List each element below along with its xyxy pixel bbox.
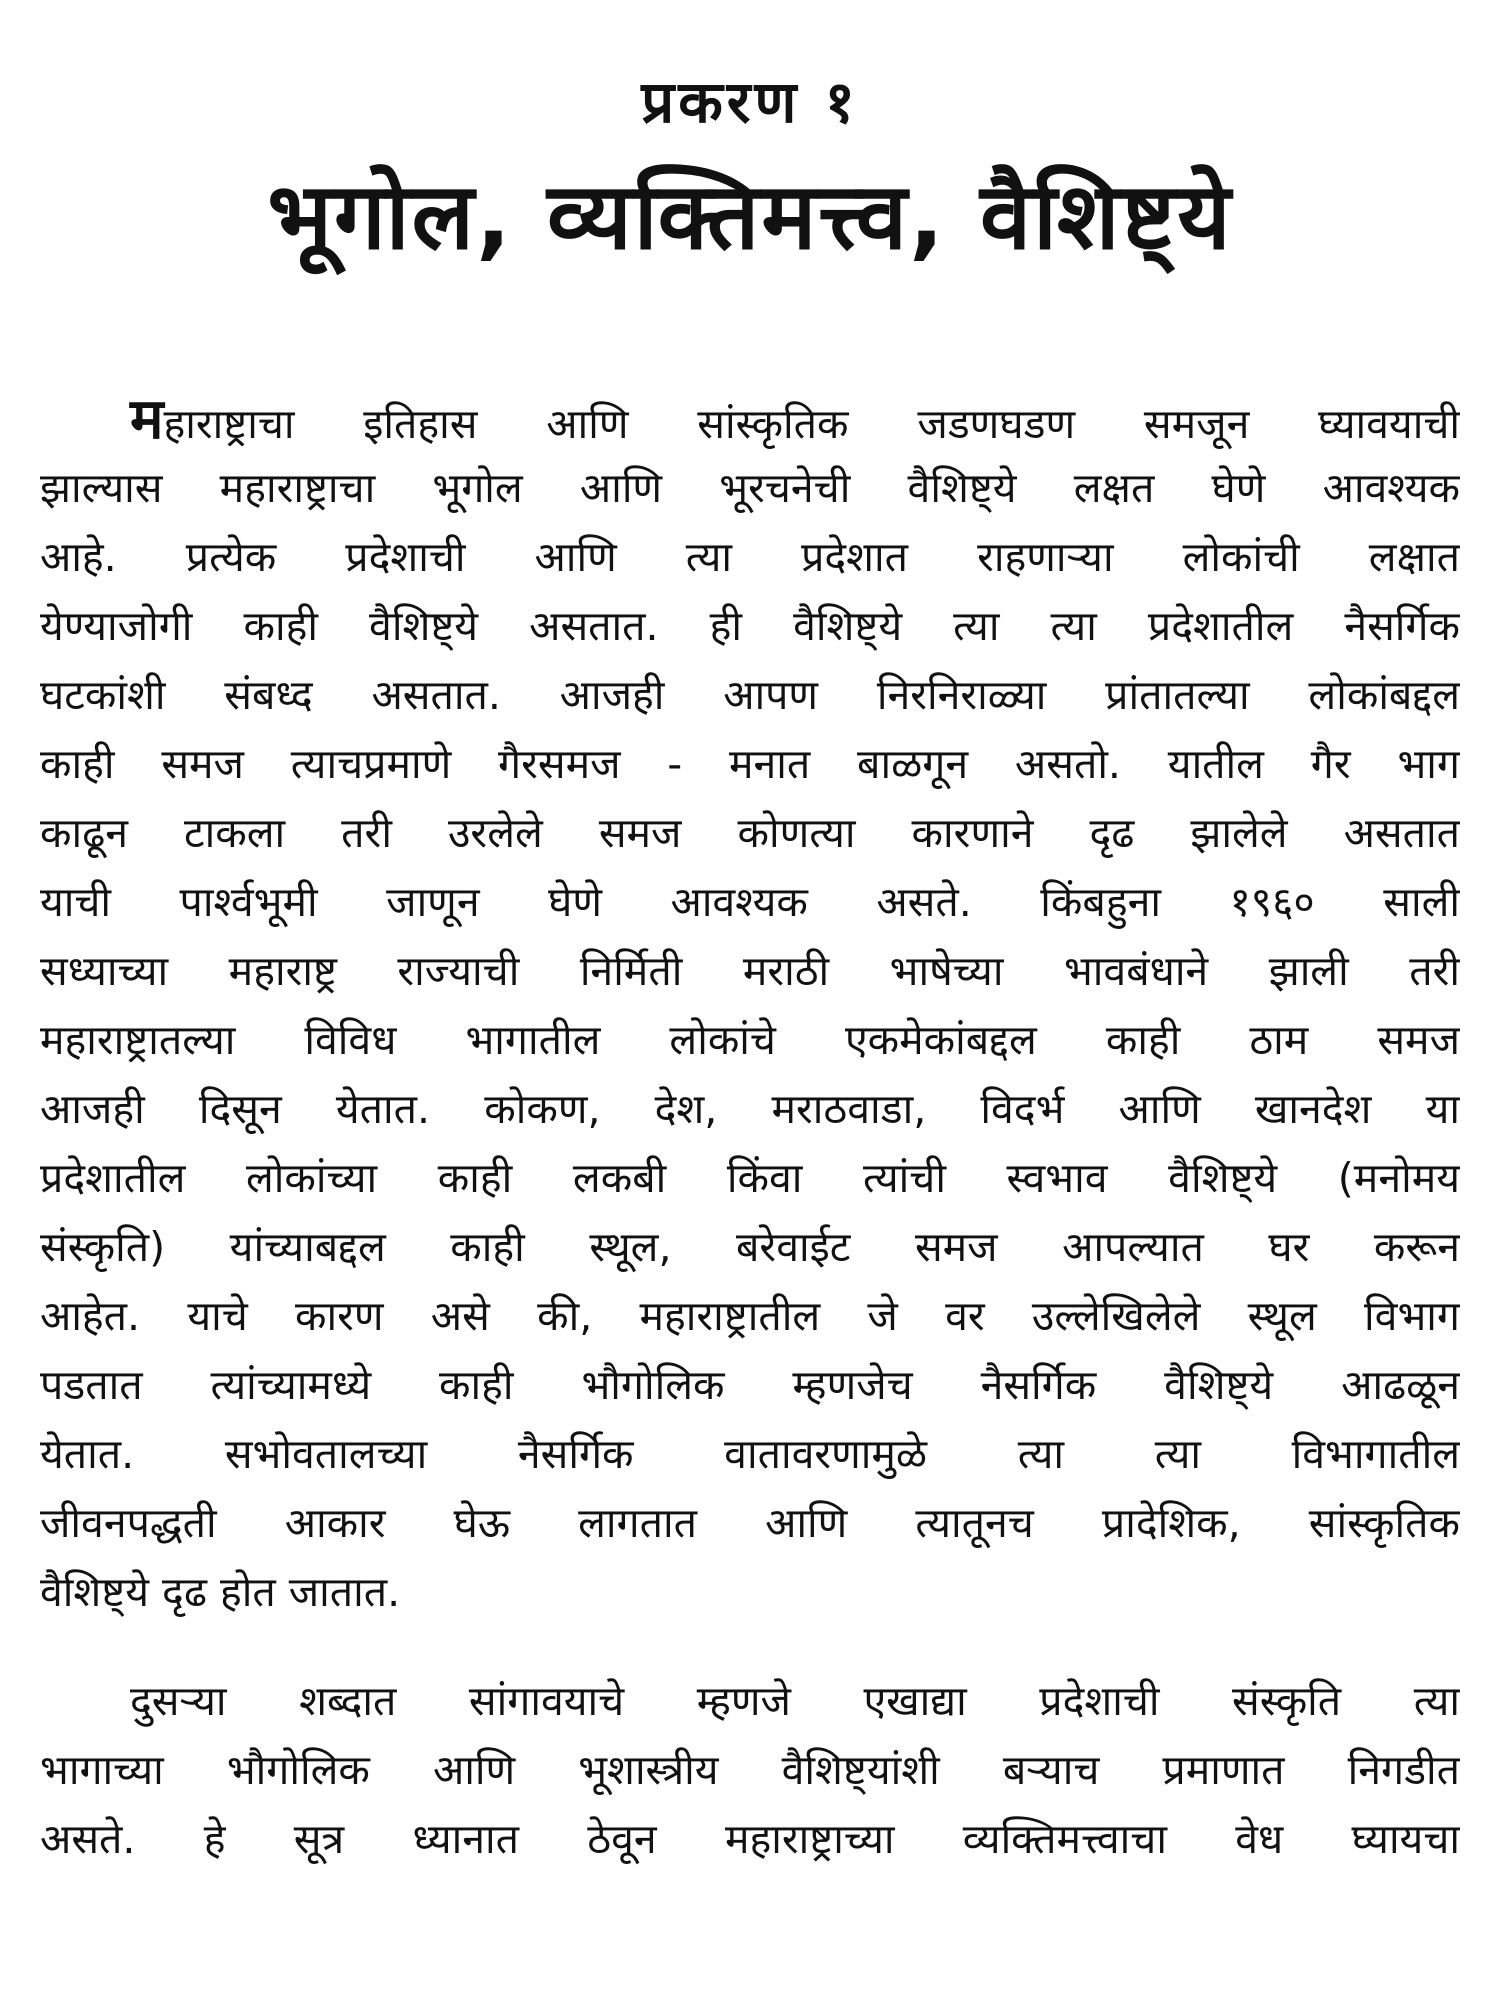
paragraph-1-line-13: संस्कृति) यांच्याबद्दल काही स्थूल, बरेवाईट समज आपल्यात घर करून xyxy=(40,1223,1460,1271)
paragraph-1-line-18: वैशिष्ट्ये दृढ होत जातात. xyxy=(40,1568,401,1616)
paragraph-1-line-7: काढून टाकला तरी उरलेले समज कोणत्या कारणाने दृढ झालेले असतात xyxy=(40,809,1460,857)
chapter-number: प्रकरण १ xyxy=(641,68,859,136)
paragraph-1-line-8: याची पार्श्वभूमी जाणून घेणे आवश्यक असते. किंबहुना १९६० साली xyxy=(40,878,1460,926)
paragraph-2-line-3: असते. हे सूत्र ध्यानात ठेवून महाराष्ट्राच्या व्यक्तिमत्त्वाचा वेध घ्यायचा xyxy=(40,1815,1460,1863)
paragraph-1-line-11: आजही दिसून येतात. कोकण, देश, मराठवाडा, विदर्भ आणि खानदेश या xyxy=(40,1085,1460,1133)
paragraph-1-line-12: प्रदेशातील लोकांच्या काही लकबी किंवा त्यांची स्वभाव वैशिष्ट्ये (मनोमय xyxy=(40,1154,1460,1202)
paragraph-1-line-16: येतात. सभोवतालच्या नैसर्गिक वातावरणामुळे त्या त्या विभागातील xyxy=(40,1430,1460,1478)
paragraph-1-line-3: आहे. प्रत्येक प्रदेशाची आणि त्या प्रदेशात राहणाऱ्या लोकांची लक्षात xyxy=(40,533,1460,581)
paragraph-1-line-10: महाराष्ट्रातल्या विविध भागातील लोकांचे एकमेकांबद्दल काही ठाम समज xyxy=(40,1016,1460,1064)
paragraph-2-line-1: दुसऱ्या शब्दात सांगावयाचे म्हणजे एखाद्या प्रदेशाची संस्कृति त्या xyxy=(130,1677,1460,1725)
paragraph-1-line-9: सध्याच्या महाराष्ट्र राज्याची निर्मिती मराठी भाषेच्या भावबंधाने झाली तरी xyxy=(40,947,1460,995)
paragraph-1-line-1 xyxy=(40,385,1460,454)
paragraph-1-line-15: पडतात त्यांच्यामध्ये काही भौगोलिक म्हणजेच नैसर्गिक वैशिष्ट्ये आढळून xyxy=(40,1361,1460,1409)
paragraph-1-line-14: आहेत. याचे कारण असे की, महाराष्ट्रातील जे वर उल्लेखिलेले स्थूल विभाग xyxy=(40,1292,1460,1340)
paragraph-1-line-2: झाल्यास महाराष्ट्राचा भूगोल आणि भूरचनेची वैशिष्ट्ये लक्षत घेणे आवश्यक xyxy=(40,464,1460,512)
body-text xyxy=(40,385,1460,1874)
drop-cap: म xyxy=(130,387,164,452)
book-page xyxy=(40,0,1460,2000)
paragraph-1-line-4: येण्याजोगी काही वैशिष्ट्ये असतात. ही वैशिष्ट्ये त्या त्या प्रदेशातील नैसर्गिक xyxy=(40,602,1460,650)
paragraph-1-line-6: काही समज त्याचप्रमाणे गैरसमज - मनात बाळगून असतो. यातील गैर भाग xyxy=(40,740,1460,788)
paragraph-1-line-17: जीवनपद्धती आकार घेऊ लागतात आणि त्यातूनच प्रादेशिक, सांस्कृतिक xyxy=(40,1499,1460,1547)
paragraph-1-line-5: घटकांशी संबध्द असतात. आजही आपण निरनिराळ्या प्रांतातल्या लोकांबद्दल xyxy=(40,671,1460,719)
line-text: हाराष्ट्राचा इतिहास आणि सांस्कृतिक जडणघडण समजून घ्यावयाची xyxy=(163,400,1460,448)
chapter-title: भूगोल, व्यक्तिमत्त्व, वैशिष्ट्ये xyxy=(267,163,1233,270)
paragraph-2-line-2: भागाच्या भौगोलिक आणि भूशास्त्रीय वैशिष्ट्यांशी बऱ्याच प्रमाणात निगडीत xyxy=(40,1746,1460,1794)
